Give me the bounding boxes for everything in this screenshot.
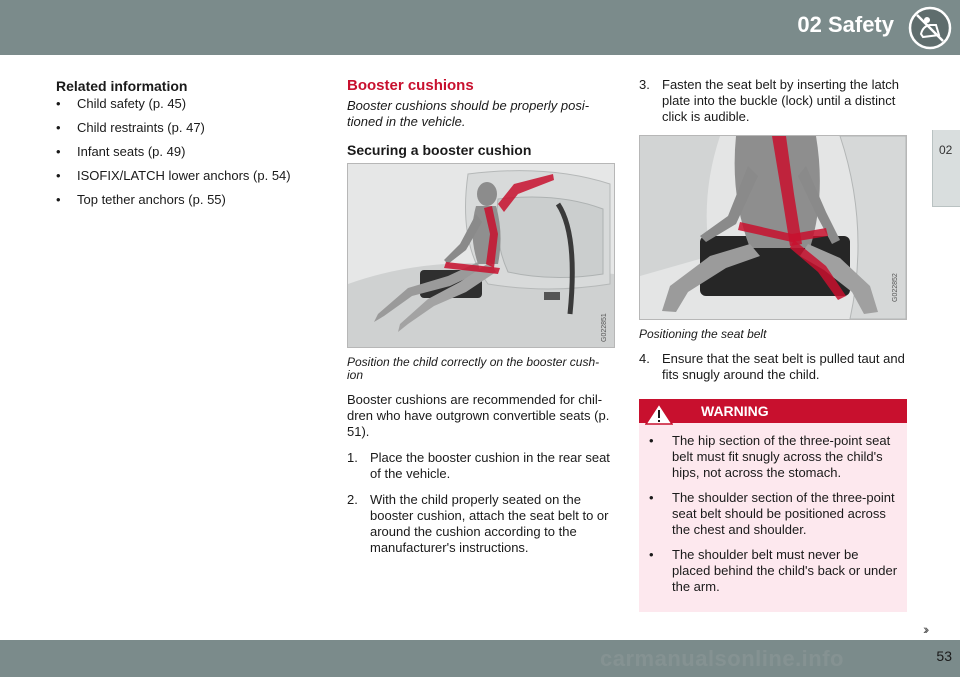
step-list <box>347 450 615 556</box>
warning-header <box>639 399 907 423</box>
warning-triangle-icon <box>645 403 673 425</box>
figure-caption: Position the child correctly on the booster cush-ion <box>347 355 600 382</box>
booster-cushion-figure <box>347 163 615 348</box>
warning-title: WARNING <box>701 403 769 419</box>
step-item <box>347 492 615 556</box>
section-title: Booster cushions <box>347 77 474 94</box>
step-number: 2. <box>347 492 358 507</box>
related-information <box>56 78 306 216</box>
warning-item: • The shoulder belt must never be placed behind the child's back or under the arm. <box>649 547 899 595</box>
warning-item: • The hip section of the three-point seat belt must fit snugly across the child's hips, not across the stomach. <box>649 433 899 481</box>
watermark: carmanualsonline.info <box>600 646 844 671</box>
section-intro: Booster cushions should be properly posi-tioned in the vehicle. <box>347 98 590 129</box>
step-number: 4. <box>639 351 650 366</box>
seat-belt-illustration <box>640 136 906 319</box>
step-list <box>639 77 907 125</box>
step-text: Place the booster cushion in the rear seat of the vehicle. <box>370 450 610 481</box>
chapter-title: 02 Safety <box>797 12 894 37</box>
related-list <box>56 96 306 208</box>
chapter-side-tab[interactable] <box>932 130 960 207</box>
next-page-arrow-icon[interactable]: ›› <box>923 621 927 637</box>
no-airbag-seat-icon <box>908 6 952 50</box>
figure-code: G022851 <box>601 313 608 342</box>
step-number: 1. <box>347 450 358 465</box>
related-link[interactable]: • Child safety (p. 45) <box>56 96 306 112</box>
warning-item: • The shoulder section of the three-point seat belt should be positioned across the chest and shoulder. <box>649 490 899 538</box>
booster-section <box>347 77 615 566</box>
page-number: 53 <box>936 648 952 664</box>
sub-heading: Securing a booster cushion <box>347 142 532 158</box>
related-link[interactable]: • Top tether anchors (p. 55) <box>56 192 306 208</box>
related-heading: Related information <box>56 78 188 94</box>
figure-caption: Positioning the seat belt <box>639 327 767 341</box>
step-list <box>639 351 907 383</box>
warning-list <box>639 433 907 595</box>
seat-belt-figure <box>639 135 907 320</box>
figure-code: G022852 <box>892 273 899 302</box>
step-number: 3. <box>639 77 650 92</box>
related-link[interactable]: • Infant seats (p. 49) <box>56 144 306 160</box>
step-text: Ensure that the seat belt is pulled taut and fits snugly around the child. <box>662 351 905 382</box>
related-link[interactable]: • Child restraints (p. 47) <box>56 120 306 136</box>
step-item <box>347 450 615 482</box>
body-text: Booster cushions are recommended for chil-dren who have outgrown convertible seats (p. 51). <box>347 392 610 439</box>
step-item <box>639 351 907 383</box>
step-item <box>639 77 907 125</box>
step-text: With the child properly seated on the booster cushion, attach the seat belt to or around the cushion according to the manufacturer's instructions. <box>370 492 609 555</box>
related-link[interactable]: • ISOFIX/LATCH lower anchors (p. 54) <box>56 168 306 184</box>
step-text: Fasten the seat belt by inserting the latch plate into the buckle (lock) until a distinct click is audible. <box>662 77 900 124</box>
chapter-side-tab-label: 02 <box>939 143 953 157</box>
booster-cushion-illustration <box>348 164 614 347</box>
belt-section <box>639 77 907 612</box>
warning-box <box>639 399 907 612</box>
